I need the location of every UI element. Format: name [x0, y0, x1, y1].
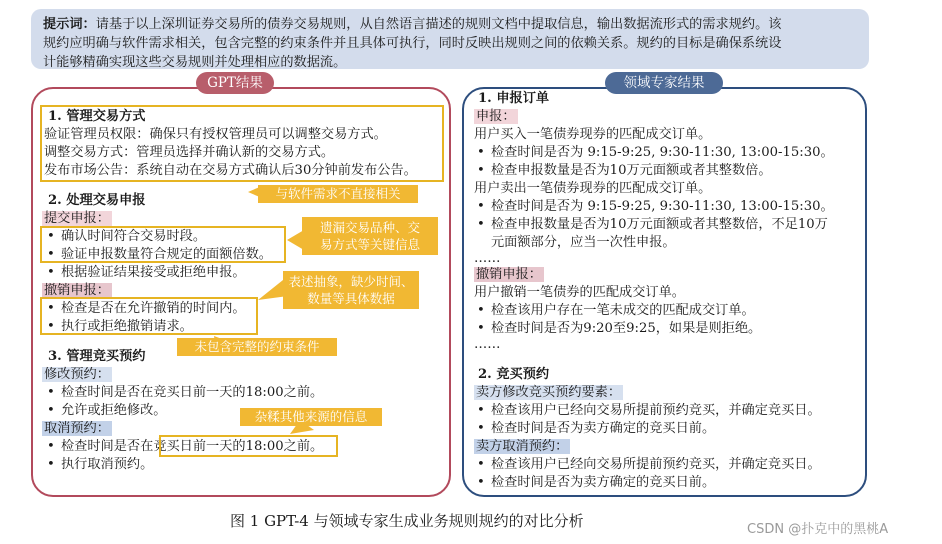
expert-bullet-5: • 检查该用户存在一笔未成交的匹配成交订单。: [477, 302, 755, 320]
gpt-section-1-heading: 1. 管理交易方式: [48, 109, 146, 124]
expert-bullet-6: • 检查时间是否为9:20至9:25，如果是则拒绝。: [477, 320, 761, 338]
expert-ellipsis-2: ……: [474, 337, 501, 352]
gpt-s3-sub-cancel: 取消预约：: [44, 421, 110, 436]
prompt-line-1: 提示词：请基于以上深圳证券交易所的债券交易规则，从自然语言描述的规则文档中提取信息，输出数据流形式的需求规约。该: [43, 17, 782, 32]
gpt-s3-bullet-1: • 检查时间是否在竞买日前一天的18:00之前。: [47, 384, 323, 402]
gpt-s2-sub-submit: 提交申报：: [44, 211, 110, 226]
prompt-label: 提示词：: [43, 17, 96, 32]
expert-panel-title: 领域专家结果: [605, 72, 723, 94]
expert-bullet-9: • 检查该用户已经向交易所提前预约竞买，并确定竞买日。: [477, 456, 821, 474]
expert-line-buy: 用户买入一笔债券现券的匹配成交订单。: [474, 127, 712, 142]
expert-bullet-1: • 检查时间是否为 9:15-9:25, 9:30-11:30, 13:00-15:30。: [477, 144, 834, 162]
gpt-s1-line-2: 调整交易方式：管理员选择并确认新的交易方式。: [44, 145, 335, 160]
expert-ellipsis-1: ……: [474, 251, 501, 266]
gpt-s2-bullet-3: • 根据验证结果接受或拒绝申报。: [47, 264, 246, 282]
gpt-s2-bullet-1: • 确认时间符合交易时段。: [47, 228, 206, 246]
expert-sub-cancel: 撤销申报：: [476, 267, 542, 282]
figure-caption: 图 1 GPT-4 与领域专家生成业务规则规约的对比分析: [230, 512, 584, 530]
gpt-s3-sub-modify: 修改预约：: [44, 367, 110, 382]
expert-bullet-8: • 检查时间是否为卖方确定的竞买日前。: [477, 420, 715, 438]
gpt-panel-title: GPT结果: [196, 72, 274, 94]
watermark: CSDN @扑克中的黑桃A: [747, 522, 889, 537]
gpt-s1-line-3: 发布市场公告：系统自动在交易方式确认后30分钟前发布公告。: [44, 163, 417, 178]
expert-sub-modify: 卖方修改竞买预约要素：: [476, 385, 622, 400]
expert-bullet-3: • 检查时间是否为 9:15-9:25, 9:30-11:30, 13:00-15:30。: [477, 198, 834, 216]
note-abstract-expression: 表述抽象，缺少时间、 数量等具体数据: [283, 271, 419, 309]
gpt-s3-bullet-2: • 允许或拒绝修改。: [47, 402, 167, 420]
expert-bullet-10: • 检查时间是否为卖方确定的竞买日前。: [477, 474, 715, 492]
gpt-s2-bullet-5: • 执行或拒绝撤销请求。: [47, 318, 193, 336]
expert-line-cancel: 用户撤销一笔债券的匹配成交订单。: [474, 285, 685, 300]
gpt-s2-sub-cancel: 撤销申报：: [44, 283, 110, 298]
expert-section-1-heading: 1. 申报订单: [478, 91, 550, 106]
expert-bullet-4: • 检查申报数量是否为10万元面额或者其整数倍，不足10万: [477, 216, 828, 234]
expert-sub-cancel-reservation: 卖方取消预约：: [476, 439, 569, 454]
prompt-line-2: 规约应明确与软件需求相关，包含完整的约束条件并且具体可执行，同时反映出规则之间的依赖关系。规约的目标是确保系统设: [43, 36, 782, 51]
note-mixed-sources: 杂糅其他来源的信息: [240, 408, 382, 426]
expert-section-2-heading: 2. 竞买预约: [478, 367, 550, 382]
expert-bullet-2: • 检查申报数量是否为10万元面额或者其整数倍。: [477, 162, 772, 180]
gpt-section-3-heading: 3. 管理竞买预约: [48, 349, 146, 364]
gpt-section-2-heading: 2. 处理交易申报: [48, 193, 146, 208]
note-not-software-related: 与软件需求不直接相关: [258, 185, 418, 203]
gpt-s1-line-1: 验证管理员权限：确保只有授权管理员可以调整交易方式。: [44, 127, 387, 142]
gpt-s2-bullet-4: • 检查是否在允许撤销的时间内。: [47, 300, 246, 318]
expert-line-sell: 用户卖出一笔债券现券的匹配成交订单。: [474, 181, 712, 196]
gpt-s3-bullet-4: • 执行取消预约。: [47, 456, 153, 474]
note-missing-key-info: 遗漏交易品种、交 易方式等关键信息: [302, 217, 438, 255]
prompt-line-3: 计能够精确实现这些交易规则并处理相应的数据流。: [43, 55, 347, 70]
gpt-s2-bullet-2: • 验证申报数量符合规定的面额倍数。: [47, 246, 272, 264]
expert-sub-apply: 申报：: [476, 109, 516, 124]
gpt-s3-bullet-3: • 检查时间是否在竞买日前一天的18:00之前。: [47, 438, 323, 456]
expert-bullet-4-cont: 元面额部分，应当一次性申报。: [491, 235, 676, 250]
expert-bullet-7: • 检查该用户已经向交易所提前预约竞买，并确定竞买日。: [477, 402, 821, 420]
note-incomplete-constraints: 未包含完整的约束条件: [177, 338, 337, 356]
